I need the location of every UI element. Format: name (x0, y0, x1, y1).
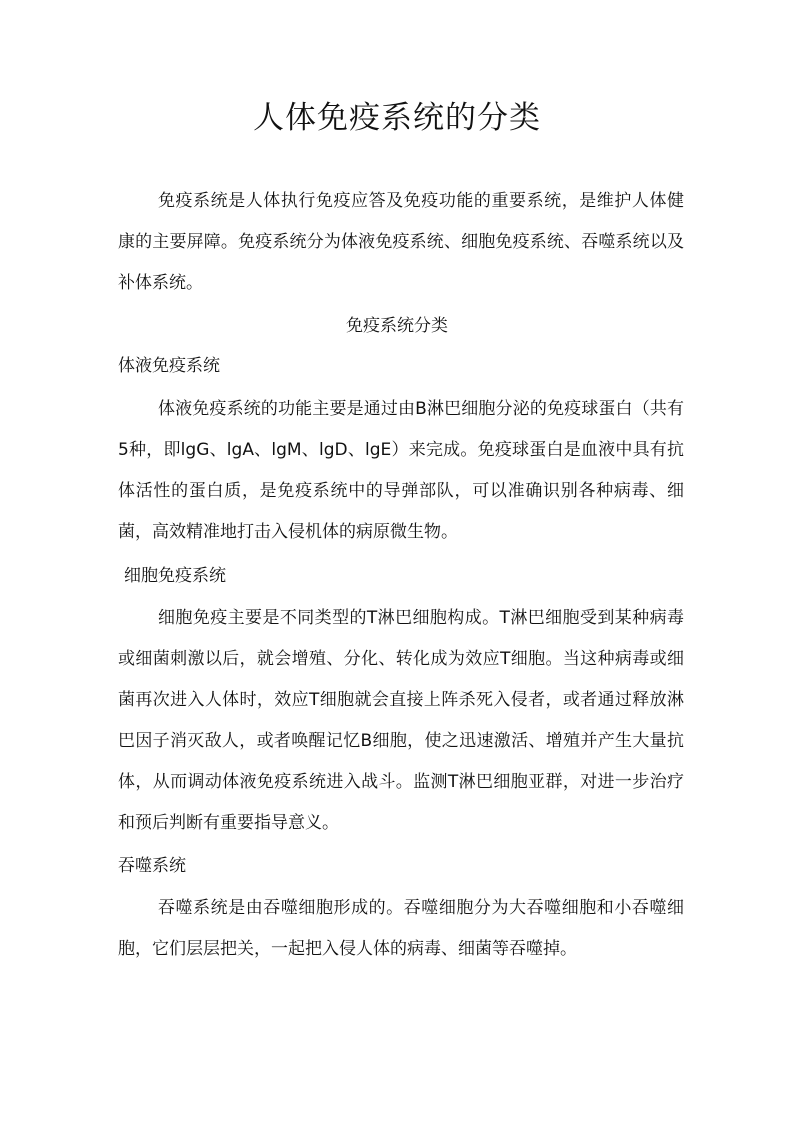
page-title: 人体免疫系统的分类 (253, 100, 541, 136)
section-paragraph-phagocytic-system: 吞噬系统是由吞噬细胞形成的。吞噬细胞分为大吞噬细胞和小吞噬细胞，它们层层把关，一起把入侵人体的病毒、细菌等吞噬掉。 (118, 898, 684, 959)
section-heading-phagocytic-system: 吞噬系统 (118, 856, 186, 876)
section-paragraph-cellular-immunity: 细胞免疫主要是不同类型的T淋巴细胞构成。T淋巴细胞受到某种病毒或细菌刺激以后，就会增殖、分化、转化成为效应T细胞。当这种病毒或细菌再次进入人体时，效应T细胞就会直接上阵杀死入侵者，或者通过释放淋巴因子消灭敌人，或者唤醒记忆B细胞，使之迅速激活、增殖并产生大量抗体，从而调动体液免疫系统进入战斗。监测T淋巴细胞亚群，对进一步治疗和预后判断有重要指导意义。 (118, 608, 684, 833)
section-heading-cellular-immunity: 细胞免疫系统 (124, 566, 226, 586)
intro-paragraph: 免疫系统是人体执行免疫应答及免疫功能的重要系统，是维护人体健康的主要屏障。免疫系统分为体液免疫系统、细胞免疫系统、吞噬系统以及补体系统。 (118, 191, 684, 293)
section-paragraph-humoral-immunity: 体液免疫系统的功能主要是通过由B淋巴细胞分泌的免疫球蛋白（共有5种，即lgG、lgA、lgM、lgD、lgE）来完成。免疫球蛋白是血液中具有抗体活性的蛋白质，是免疫系统中的导弹部队，可以准确识别各种病毒、细菌，高效精准地打击入侵机体的病原微生物。 (118, 399, 684, 542)
classification-caption: 免疫系统分类 (346, 316, 448, 336)
section-heading-humoral-immunity: 体液免疫系统 (118, 356, 220, 376)
